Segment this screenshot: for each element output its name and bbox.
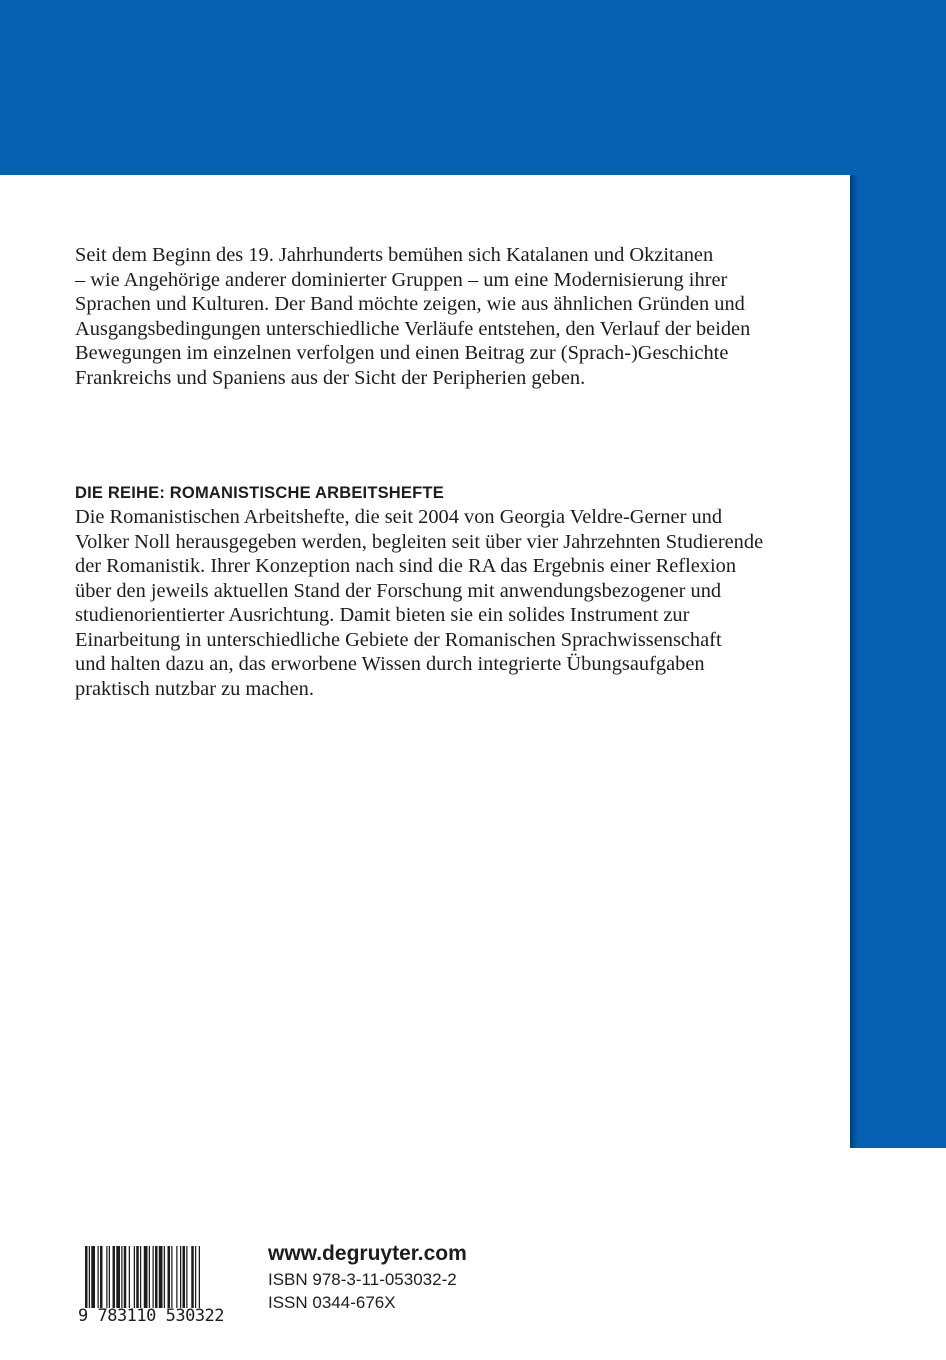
barcode-bar [149,1246,150,1308]
barcode-bar [176,1246,177,1308]
issn: ISSN 0344-676X [268,1293,396,1312]
barcode-bar [100,1246,103,1308]
barcode-bar [134,1246,135,1308]
barcode-bar [129,1246,130,1308]
barcode-bar [121,1246,122,1308]
panel-shadow [850,175,858,1148]
barcode-bar [199,1246,200,1308]
barcode-bar [91,1246,95,1308]
barcode-bar [168,1246,171,1308]
cover-blue-band-right [850,0,946,1148]
barcode-bar [106,1246,107,1308]
barcode-bar [180,1246,181,1308]
barcode-number: 9 783110 530322 [78,1306,225,1326]
cover-blue-band-top [0,0,946,175]
book-description: Seit dem Beginn des 19. Jahrhunderts bemühen sich Katalanen und Okzitanen – wie Angehörige anderer dominierter Gruppen – um eine Modernisierung ihrer Sprachen und Kulturen. Der Band möchte zeigen, wie aus ähnlichen Gründen und Ausgangsbedingungen unterschiedliche Verläufe entstehen, den Verlauf der beiden Bewegungen im einzelnen verfolgen und einen Beitrag zur (Sprach-)Geschichte Frankreichs und Spaniens aus der Sicht der Peripherien geben. [75,244,751,389]
barcode-bar [89,1246,90,1308]
barcode-bar [136,1246,139,1308]
publisher-imprint [268,1240,467,1314]
series-description: Die Romanistischen Arbeitshefte, die seit 2004 von Georgia Veldre-Gerner und Volker Noll herausgegeben werden, begleiten seit über vier Jahrzehnten Studierende der Romanistik. Ihrer Konzeption nach sind die RA das Ergebnis einer Reflexion über den jeweils aktuellen Stand der Forschung mit anwendungsbezogener und studienorientierter Ausrichtung. Damit bieten sie ein solides Instrument zur Einarbeitung in unterschiedliche Gebiete der Romanischen Sprachwissenschaft und halten dazu an, das erworbene Wissen durch integrierte Übungsaufgaben praktisch nutzbar zu machen. [75,506,764,700]
barcode-bar [116,1246,120,1308]
barcode-bar [191,1246,194,1308]
barcode-bar [186,1246,187,1308]
barcode-bar [144,1246,148,1308]
barcode-bar [124,1246,127,1308]
barcode-bar [109,1246,110,1308]
barcode-bar [183,1246,186,1308]
barcode-bar [140,1246,141,1308]
barcode-bar [98,1246,99,1308]
barcode-bar [153,1246,154,1308]
barcode-bar [85,1246,88,1308]
publisher-website: www.degruyter.com [268,1242,467,1265]
barcode-bar [164,1246,165,1308]
barcode-bar [171,1246,172,1308]
barcode-bar [155,1246,158,1308]
barcode-bar [195,1246,196,1308]
barcode-bar [159,1246,163,1308]
isbn: ISBN 978-3-11-053032-2 [268,1270,457,1289]
series-heading: DIE REIHE: ROMANISTISCHE ARBEITSHEFTE [75,484,444,502]
barcode-bar [113,1246,116,1308]
